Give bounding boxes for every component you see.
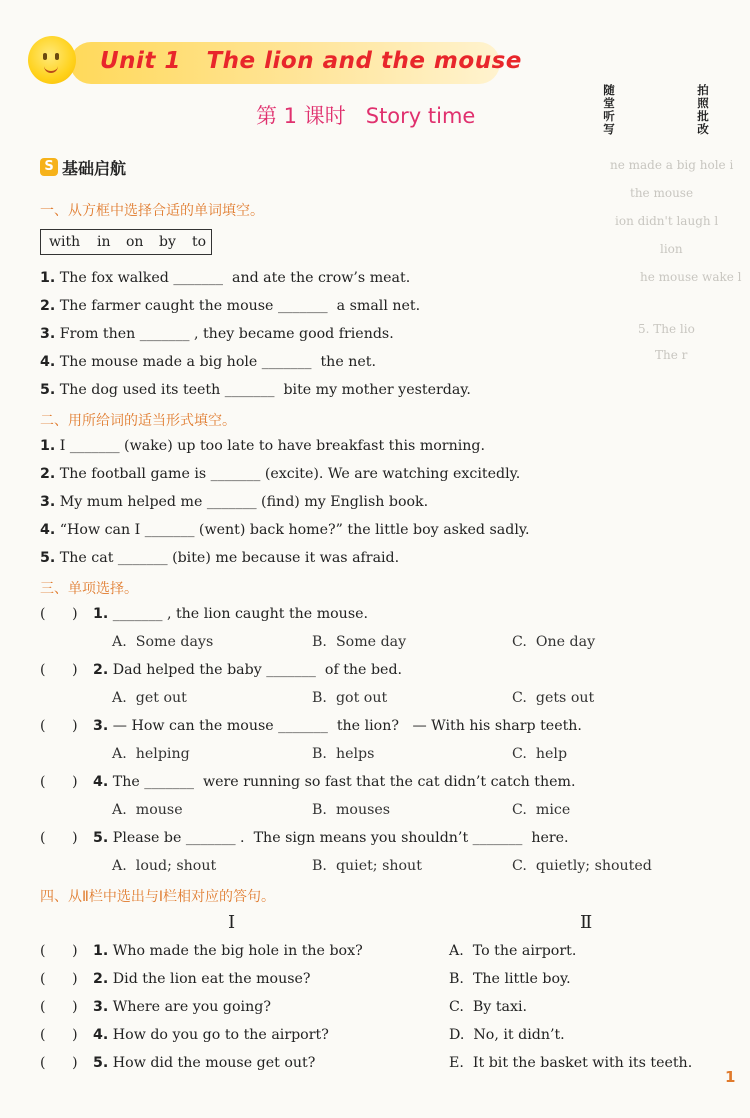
fill-blank-item: 3. From then _______ , they became good friends.: [40, 326, 394, 342]
section-title: 基础启航: [62, 159, 127, 178]
word-box: [40, 229, 212, 255]
choice-option: C. help: [512, 746, 568, 762]
choice-option: B. helps: [312, 746, 375, 762]
match-answer: B. The little boy.: [449, 971, 571, 987]
show-through-text: 5. The lio: [638, 322, 695, 336]
show-through-text: he mouse wake l: [640, 270, 742, 284]
answer-paren: ( ): [40, 718, 78, 734]
word-option: in: [97, 234, 111, 250]
word-form-item: 1. I _______ (wake) up too late to have breakfast this morning.: [40, 438, 485, 454]
word-option: by: [159, 234, 176, 250]
word-form-item: 4. “How can I _______ (went) back home?” the little boy asked sadly.: [40, 522, 530, 538]
match-question: 5. How did the mouse get out?: [93, 1055, 316, 1071]
choice-option: B. got out: [312, 690, 388, 706]
answer-paren: ( ): [40, 999, 78, 1015]
choice-option: C. quietly; shouted: [512, 858, 652, 874]
answer-paren: ( ): [40, 662, 78, 678]
answer-paren: ( ): [40, 971, 78, 987]
part2-title: 二、用所给词的适当形式填空。: [40, 413, 236, 429]
choice-option: C. mice: [512, 802, 571, 818]
match-question: 3. Where are you going?: [93, 999, 271, 1015]
word-option: to: [192, 234, 207, 250]
answer-paren: ( ): [40, 606, 78, 622]
choice-question: 2. Dad helped the baby _______ of the bed.: [93, 662, 403, 678]
unit-title: Unit 1 The lion and the mouse: [100, 48, 522, 74]
part3-title: 三、单项选择。: [40, 581, 138, 597]
match-answer: E. It bit the basket with its teeth.: [449, 1055, 693, 1071]
match-question: 2. Did the lion eat the mouse?: [93, 971, 311, 987]
answer-paren: ( ): [40, 774, 78, 790]
match-question: 1. Who made the big hole in the box?: [93, 943, 363, 959]
answer-paren: ( ): [40, 830, 78, 846]
word-option: with: [49, 234, 81, 250]
section-icon: S: [40, 158, 58, 176]
choice-question: 3. — How can the mouse _______ the lion? — With his sharp teeth.: [93, 718, 582, 734]
show-through-text: ne made a big hole i: [610, 158, 734, 172]
choice-option: C. gets out: [512, 690, 595, 706]
column-two-header: Ⅱ: [580, 912, 593, 933]
photo-grading-label: 拍 照 批 改: [697, 83, 709, 136]
choice-option: C. One day: [512, 634, 596, 650]
word-form-item: 3. My mum helped me _______ (find) my English book.: [40, 494, 429, 510]
fill-blank-item: 4. The mouse made a big hole _______ the net.: [40, 354, 376, 370]
choice-option: A. get out: [112, 690, 187, 706]
fill-blank-item: 5. The dog used its teeth _______ bite my mother yesterday.: [40, 382, 471, 398]
show-through-text: the mouse: [630, 186, 694, 200]
word-option: on: [126, 234, 144, 250]
choice-question: 1. _______ , the lion caught the mouse.: [93, 606, 369, 622]
choice-option: B. mouses: [312, 802, 391, 818]
match-question: 4. How do you go to the airport?: [93, 1027, 329, 1043]
choice-option: A. loud; shout: [112, 858, 217, 874]
part1-title: 一、从方框中选择合适的单词填空。: [40, 203, 264, 219]
answer-paren: ( ): [40, 1055, 78, 1071]
choice-option: A. helping: [112, 746, 190, 762]
sun-icon: [28, 36, 76, 84]
match-answer: C. By taxi.: [449, 999, 528, 1015]
word-form-item: 2. The football game is _______ (excite). We are watching excitedly.: [40, 466, 521, 482]
fill-blank-item: 1. The fox walked _______ and ate the crow’s meat.: [40, 270, 411, 286]
answer-paren: ( ): [40, 1027, 78, 1043]
word-form-item: 5. The cat _______ (bite) me because it was afraid.: [40, 550, 400, 566]
column-one-header: Ⅰ: [228, 912, 236, 933]
show-through-text: The r: [655, 348, 688, 362]
answer-paren: ( ): [40, 943, 78, 959]
choice-question: 4. The _______ were running so fast that the cat didn’t catch them.: [93, 774, 576, 790]
lesson-title: 第 1 课时 Story time: [256, 104, 476, 128]
part4-title: 四、从Ⅱ栏中选出与Ⅰ栏相对应的答句。: [40, 889, 276, 905]
show-through-text: lion: [660, 242, 683, 256]
dictation-label: 随 堂 听 写: [603, 83, 615, 136]
fill-blank-item: 2. The farmer caught the mouse _______ a small net.: [40, 298, 421, 314]
page-number: 1: [725, 1068, 736, 1086]
choice-option: A. Some days: [112, 634, 214, 650]
show-through-text: ion didn't laugh l: [615, 214, 719, 228]
choice-option: B. quiet; shout: [312, 858, 422, 874]
choice-option: B. Some day: [312, 634, 407, 650]
choice-option: A. mouse: [112, 802, 183, 818]
match-answer: D. No, it didn’t.: [449, 1027, 565, 1043]
match-answer: A. To the airport.: [449, 943, 577, 959]
choice-question: 5. Please be _______ . The sign means you shouldn’t _______ here.: [93, 830, 569, 846]
